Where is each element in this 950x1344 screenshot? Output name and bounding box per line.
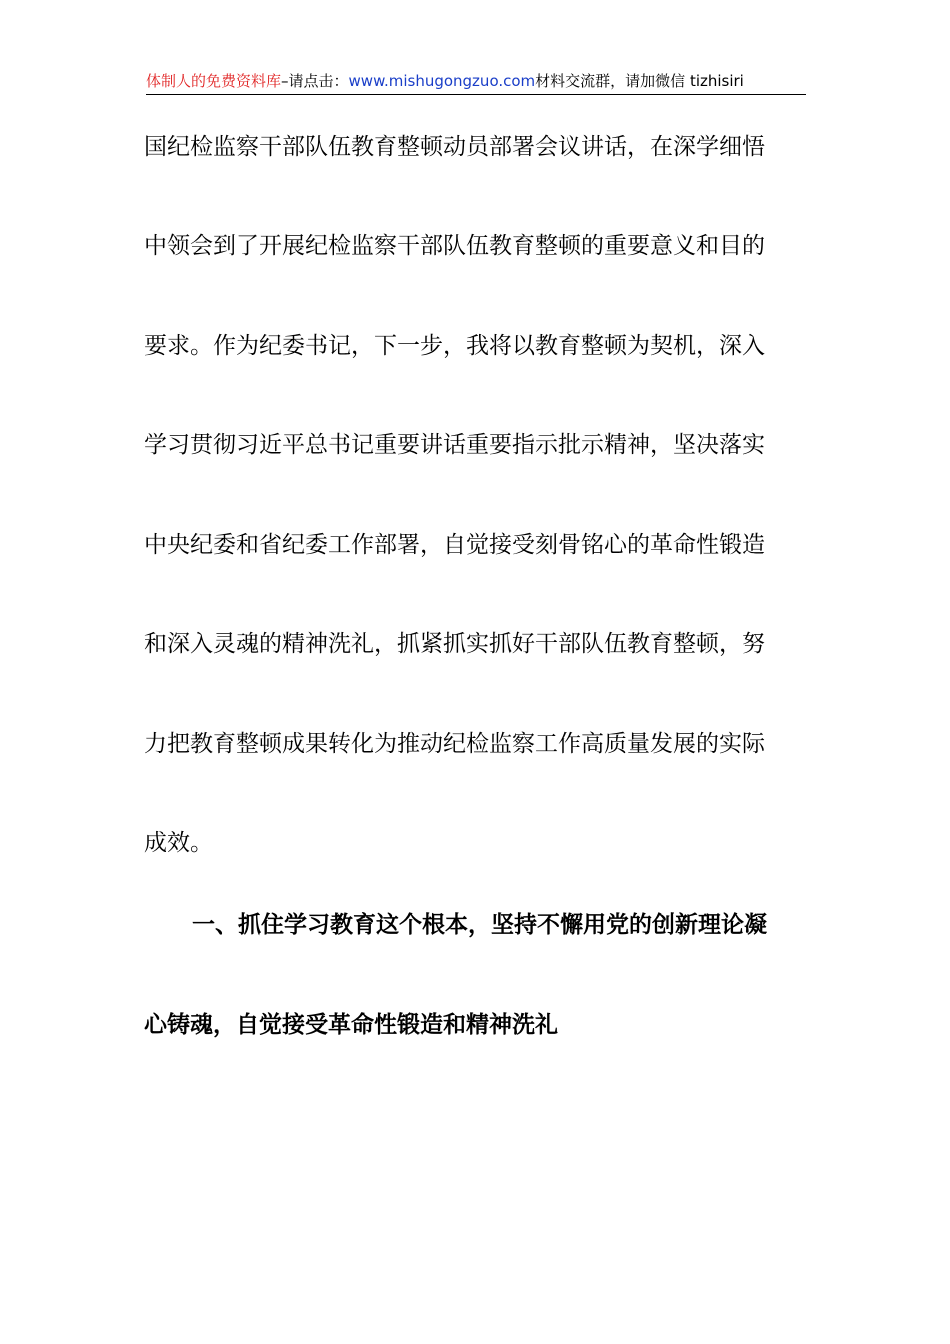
section-heading-line: 心铸魂，自觉接受革命性锻造和精神洗礼 xyxy=(144,1012,558,1038)
section-heading-line: 一、抓住学习教育这个根本，坚持不懈用党的创新理论凝 xyxy=(192,912,767,938)
header-url-link[interactable]: www.mishugongzuo.com xyxy=(348,72,536,90)
paragraph-line: 国纪检监察干部队伍教育整顿动员部署会议讲话，在深学细悟 xyxy=(144,134,765,160)
header-tail: 材料交流群，请加微信 tizhisiri xyxy=(535,72,744,90)
paragraph-line: 和深入灵魂的精神洗礼，抓紧抓实抓好干部队伍教育整顿，努 xyxy=(144,631,765,657)
paragraph-line: 中领会到了开展纪检监察干部队伍教育整顿的重要意义和目的 xyxy=(144,233,765,259)
page-header xyxy=(146,70,806,95)
header-prompt: –请点击： xyxy=(281,72,349,90)
header-brand: 体制人的免费资料库 xyxy=(146,72,282,90)
paragraph-line: 成效。 xyxy=(144,830,213,856)
paragraph-line: 力把教育整顿成果转化为推动纪检监察工作高质量发展的实际 xyxy=(144,731,765,757)
paragraph-line: 学习贯彻习近平总书记重要讲话重要指示批示精神，坚决落实 xyxy=(144,432,765,458)
paragraph-line: 中央纪委和省纪委工作部署，自觉接受刻骨铭心的革命性锻造 xyxy=(144,532,765,558)
paragraph-line: 要求。作为纪委书记，下一步，我将以教育整顿为契机，深入 xyxy=(144,333,765,359)
